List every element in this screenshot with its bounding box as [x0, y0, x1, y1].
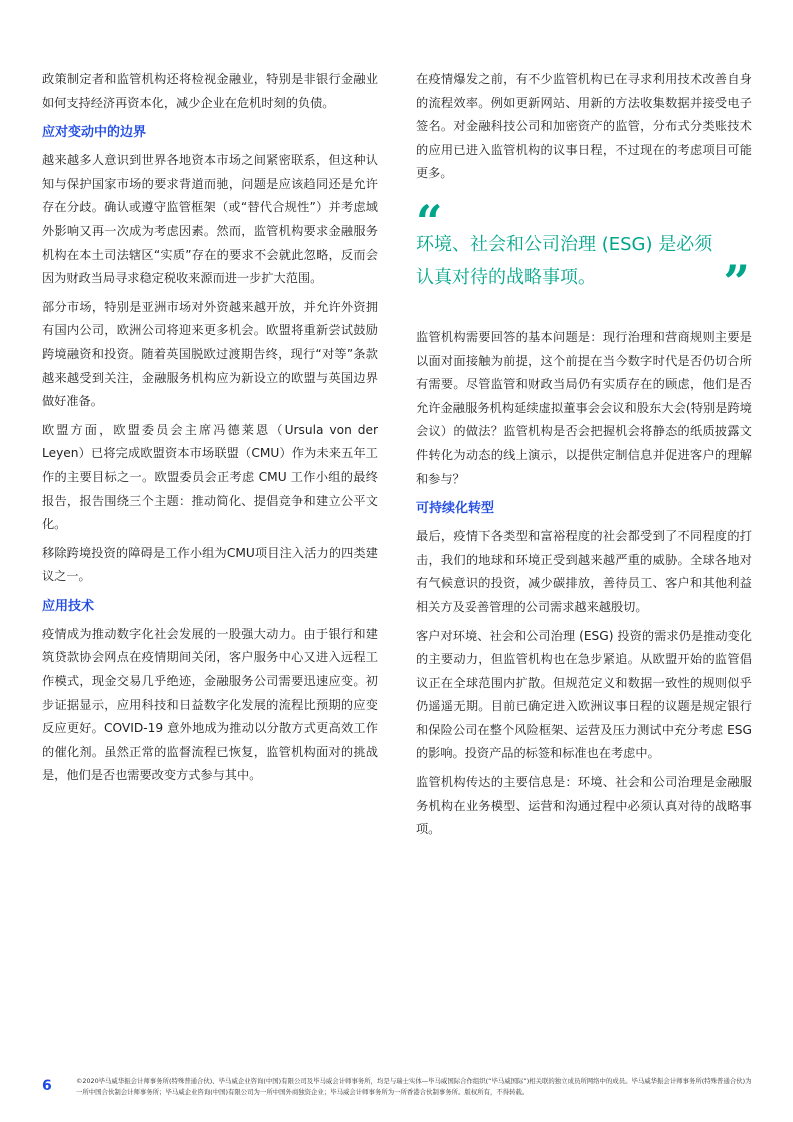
- border-paragraph-4: 移除跨境投资的障碍是工作小组为CMU项目注入活力的四类建议之一。: [42, 545, 378, 584]
- tech-paragraph-1: 疫情成为推动数字化社会发展的一股强大动力。由于银行和建筑贷款协会网点在疫情期间关闭，客户服务中心又进入远程工作模式，现金交易几乎绝迹，金融服务公司需要迅速应变。初步证据显示，应用科技和日益数字化发展的流程比预期的应变反应更好。COVID-19 意外地成为推动以分散方式更高效工作的催化剂。虽然正常的监督流程已恢复，监管机构面对的挑战是，他们是否也需要改变方式参与其中。: [42, 626, 378, 783]
- heading-sustainable-transition: 可持续化转型: [416, 501, 495, 517]
- sustain-paragraph-2: 客户对环境、社会和公司治理 (ESG) 投资的需求仍是推动变化的主要动力，但监管机构也在急步紧追。从欧盟开始的监管倡议正在全球范围内扩散。但规范定义和数据一致性的规则似乎仍遥遥无期。目前已确定进入欧洲议事日程的议题是规定银行和保险公司在整个风险框架、运营及压力测试中充分考虑 ESG 的影响。投资产品的标签和标准也在考虑中。: [416, 628, 752, 761]
- close-quote-icon: ”: [723, 254, 750, 309]
- tech-paragraph-2: 在疫情爆发之前，有不少监管机构已在寻求利用技术改善自身的流程效率。例如更新网站、用新的方法收集数据并接受电子签名。对金融科技公司和加密资产的监管，分布式分类账技术的应用已进入监管机构的议事日程，不过现在的考虑项目可能更多。: [416, 72, 752, 181]
- copyright-notice: ©2020毕马威华振会计师事务所(特殊普通合伙)、毕马威企业咨询(中国)有限公司及毕马威会计师事务所，均是与瑞士实体—毕马威国际合作组织(“毕马威国际”)相关联的独立成员所网络中的成员。毕马威华振会计师事务所(特殊普通合伙)为一所中国合伙制会计师事务所；毕马威企业咨询(中国)有限公司为一所中国外商独资企业；毕马威会计师事务所为一所香港合伙制事务所。版权所有，不得转载。: [76, 1077, 752, 1096]
- governance-paragraph: 监管机构需要回答的基本问题是：现行治理和营商规则主要是以面对面接触为前提，这个前提在当今数字时代是否仍切合所有需要。尽管监管和财政当局仍有实质存在的顾虑，他们是否允许金融服务机构延续虚拟董事会会议和股东大会(特别是跨境会议）的做法？监管机构是否会把握机会将静态的纸质披露文件转化为动态的线上演示，以提供定制信息并促进客户的理解和参与？: [416, 329, 752, 486]
- page-number: 6: [42, 1078, 52, 1094]
- right-column: [416, 68, 752, 847]
- border-paragraph-1: 越来越多人意识到世界各地资本市场之间紧密联系，但这种认知与保护国家市场的要求背道而驰，问题是应该趋同还是允许存在分歧。确认或遵守监管框架（或“替代合规性”）并考虑域外影响又再一次成为考虑因素。然而，监管机构要求金融服务机构在本土司法辖区“实质”存在的要求不会就此忽略，反而会因为财政当局寻求稳定税收来源而进一步扩大范围。: [42, 153, 378, 286]
- left-column: [42, 68, 378, 793]
- border-paragraph-2: 部分市场，特别是亚洲市场对外资越来越开放，并允许外资拥有国内公司，欧洲公司将迎来更多机会。欧盟将重新尝试鼓励跨境融资和投资。随着英国脱欧过渡期告终，现行“对等”条款越来越受到关注，金融服务机构应为新设立的欧盟与英国边界做好准备。: [42, 299, 378, 409]
- intro-paragraph: 政策制定者和监管机构还将检视金融业，特别是非银行金融业如何支持经济再资本化，减少企业在危机时刻的负债。: [42, 72, 378, 110]
- heading-apply-technology: 应用技术: [42, 598, 95, 614]
- sustain-paragraph-1: 最后，疫情下各类型和富裕程度的社会都受到了不同程度的打击，我们的地球和环境正受到越来越严重的威胁。全球各地对有气候意识的投资，减少碳排放，善待员工、客户和其他利益相关方及妥善管理的公司需求越来越殷切。: [416, 529, 752, 614]
- pull-quote-text: 环境、社会和公司治理 (ESG) 是必须认真对待的战略事项。: [416, 233, 713, 288]
- sustain-paragraph-3: 监管机构传达的主要信息是：环境、社会和公司治理是金融服务机构在业务模型、运营和沟通过程中必须认真对待的战略事项。: [416, 775, 752, 837]
- border-paragraph-3: 欧盟方面，欧盟委员会主席冯德莱恩（Ursula von der Leyen）已将完成欧盟资本市场联盟（CMU）作为未来五年工作的主要目标之一。欧盟委员会正考虑 CMU 工作小组的最终报告，报告围绕三个主题：推动简化、提倡竞争和建立公平文化。: [42, 422, 378, 532]
- open-quote-icon: “: [416, 194, 443, 249]
- pull-quote: [416, 194, 752, 309]
- heading-changing-borders: 应对变动中的边界: [42, 125, 147, 141]
